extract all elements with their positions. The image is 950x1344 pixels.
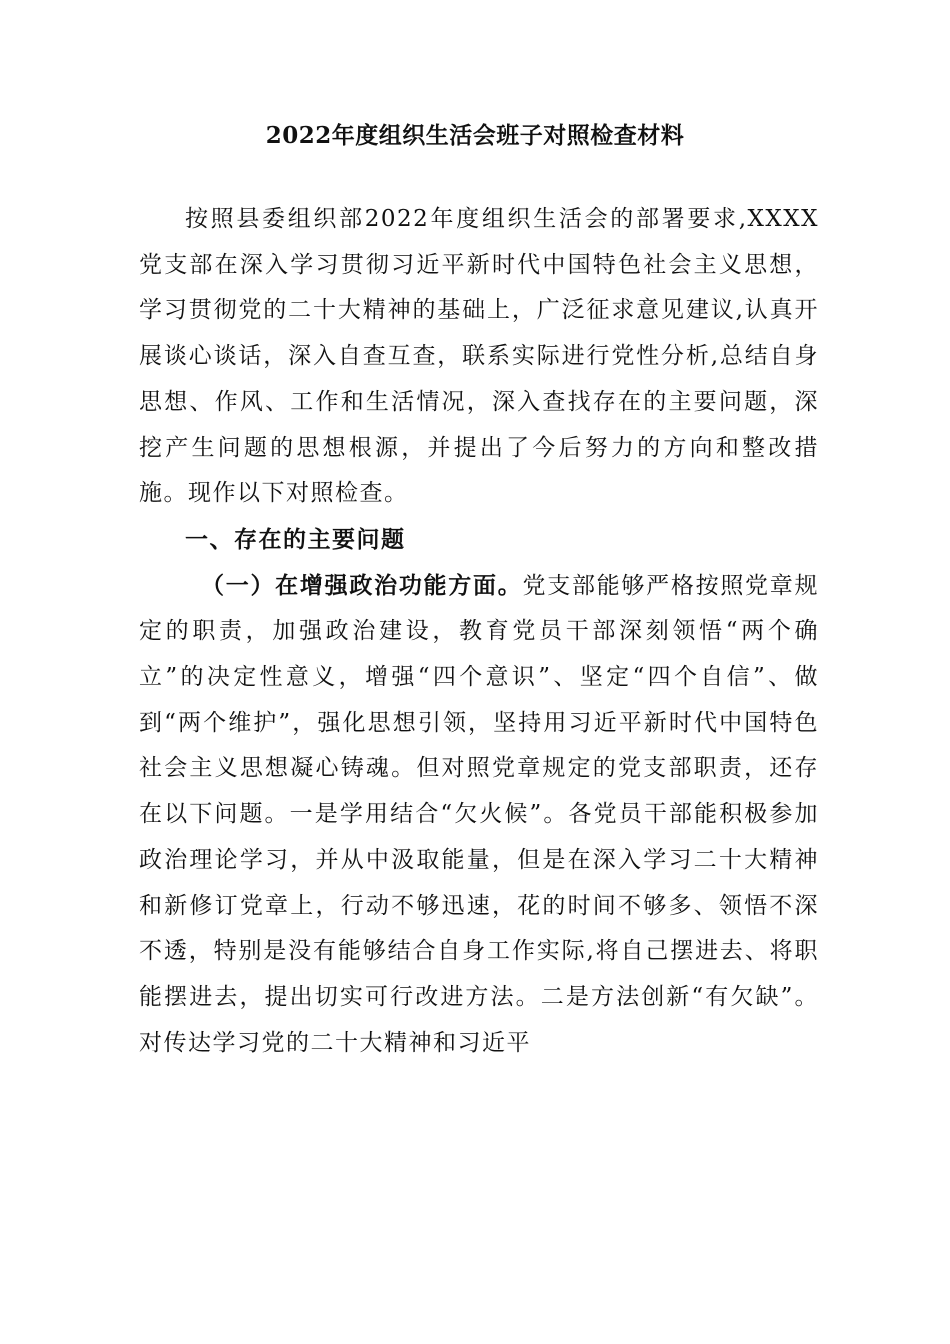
document-body bbox=[139, 197, 819, 1066]
item-lead: （一）在增强政治功能方面。 bbox=[201, 571, 523, 599]
section-heading-problems: 一、存在的主要问题 bbox=[185, 525, 406, 553]
document-title: 2022年度组织生活会班子对照检查材料 bbox=[265, 122, 685, 149]
item-paragraph-political-function bbox=[139, 563, 819, 1067]
item-text: 党支部能够严格按照党章规定的职责，加强政治建设，教育党员干部深刻领悟“两个确立”的决定性意义，增强“四个意识”、坚定“四个自信”、做到“两个维护”，强化思想引领，坚持用习近平新时代中国特色社会主义思想凝心铸魂。但对照党章规定的党支部职责，还存在以下问题。一是学用结合“欠火候”。各党员干部能积极参加政治理论学习，并从中汲取能量，但是在深入学习二十大精神和新修订党章上，行动不够迅速，花的时间不够多、领悟不深不透，特别是没有能够结合自身工作实际,将自己摆进去、将职能摆进去，提出切实可行改进方法。二是方法创新“有欠缺”。对传达学习党的二十大精神和习近平 bbox=[139, 572, 820, 1056]
intro-paragraph: 按照县委组织部2022年度组织生活会的部署要求,XXXX党支部在深入学习贯彻习近平新时代中国特色社会主义思想，学习贯彻党的二十大精神的基础上，广泛征求意见建议,认真开展谈心谈话，深入自查互查，联系实际进行党性分析,总结自身思想、作风、工作和生活情况，深入查找存在的主要问题，深挖产生问题的思想根源，并提出了今后努力的方向和整改措施。现作以下对照检查。 bbox=[139, 206, 819, 507]
